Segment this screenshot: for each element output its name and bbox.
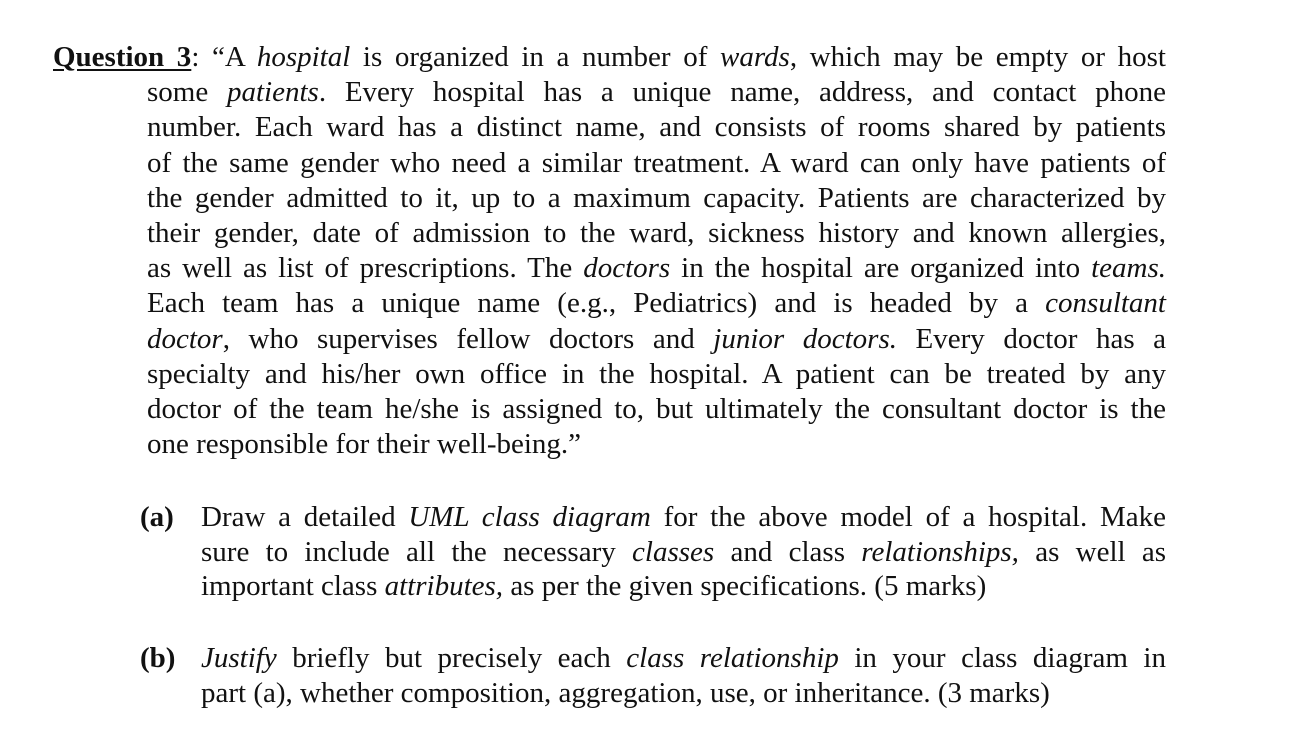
part-a — [140, 500, 1166, 604]
text-line — [53, 286, 1166, 321]
text-segment: . Every hospital has a unique name, address, and contact phone — [318, 76, 1166, 109]
emphasized-term: patients — [226, 76, 319, 109]
text-segment: as well as — [1018, 535, 1166, 568]
text-segment: sure to include all the necessary — [201, 535, 633, 568]
text-line — [201, 500, 1166, 535]
emphasized-term: doctors — [583, 252, 671, 285]
text-segment: is organized in a number of — [350, 41, 720, 73]
text-segment: Each team has a unique name (e.g., Pediatrics) and is headed by a — [147, 287, 1046, 320]
text-segment: , which may be empty or host — [789, 41, 1166, 73]
question-label-colon: : — [191, 41, 200, 73]
text-line — [53, 110, 1166, 145]
emphasized-term: UML class diagram — [408, 501, 651, 533]
text-line — [53, 322, 1166, 357]
emphasized-term: wards — [720, 41, 790, 73]
text-line — [201, 535, 1166, 570]
text-segment: number. Each ward has a distinct name, and consists of rooms shared by patients — [147, 111, 1166, 144]
emphasized-term: doctor — [147, 322, 223, 355]
emphasized-term: Justify — [201, 642, 277, 674]
text-segment: some — [147, 76, 227, 109]
text-line — [53, 40, 1166, 75]
text-segment: as per the given specifications. (5 marks) — [503, 570, 987, 602]
text-line — [53, 251, 1166, 286]
emphasized-term: classes — [632, 535, 715, 568]
text-line — [53, 357, 1166, 392]
text-segment: their gender, date of admission to the ward, sickness history and known allergies, — [147, 217, 1166, 250]
text-segment: one responsible for their well-being.” — [147, 428, 582, 461]
text-segment: the gender admitted to it, up to a maximum capacity. Patients are characterized by — [147, 181, 1166, 214]
emphasized-term: hospital — [256, 41, 351, 73]
question-label: Question 3 — [53, 41, 192, 73]
part-a-label: (a) — [140, 501, 174, 533]
text-line — [53, 427, 1166, 462]
part-b-label: (b) — [140, 642, 176, 674]
text-segment: Draw a detailed — [201, 501, 409, 533]
text-segment: of the same gender who need a similar treatment. A ward can only have patients of — [147, 146, 1166, 179]
emphasized-term: relationships, — [861, 535, 1019, 568]
emphasized-term: junior doctors. — [713, 322, 897, 355]
text-line — [53, 181, 1166, 216]
text-line — [201, 676, 1166, 711]
text-segment: Every doctor has a — [897, 322, 1167, 355]
part-b-text — [201, 641, 1166, 710]
text-segment: for the above model of a hospital. Make — [650, 501, 1166, 533]
text-line — [53, 392, 1166, 427]
text-segment: , who supervises fellow doctors and — [222, 322, 714, 355]
text-line — [201, 569, 1166, 604]
emphasized-term: consultant — [1045, 287, 1166, 320]
text-segment: briefly but precisely each — [276, 642, 627, 674]
question-3-block — [53, 40, 1166, 462]
text-segment: in the hospital are organized into — [670, 252, 1092, 285]
emphasized-term: class relationship — [626, 642, 839, 674]
text-segment: as well as list of prescriptions. The — [147, 252, 584, 285]
text-segment: specialty and his/her own office in the hospital. A patient can be treated by any — [147, 357, 1166, 390]
text-line — [201, 641, 1166, 676]
text-segment: doctor of the team he/she is assigned to, but ultimately the consultant doctor is the — [147, 393, 1166, 426]
question-3-text — [53, 40, 1166, 462]
text-segment: part (a), whether composition, aggregation, use, or inheritance. (3 marks) — [201, 676, 1050, 709]
text-line — [53, 146, 1166, 181]
text-segment: important class — [201, 570, 385, 602]
part-b — [140, 641, 1166, 710]
part-a-text — [201, 500, 1166, 604]
text-line — [53, 75, 1166, 110]
text-segment: and class — [714, 535, 862, 568]
text-line — [53, 216, 1166, 251]
emphasized-term: attributes, — [384, 570, 504, 602]
text-segment: “A — [199, 41, 257, 73]
emphasized-term: teams. — [1091, 252, 1166, 285]
text-segment: in your class diagram in — [838, 642, 1166, 674]
